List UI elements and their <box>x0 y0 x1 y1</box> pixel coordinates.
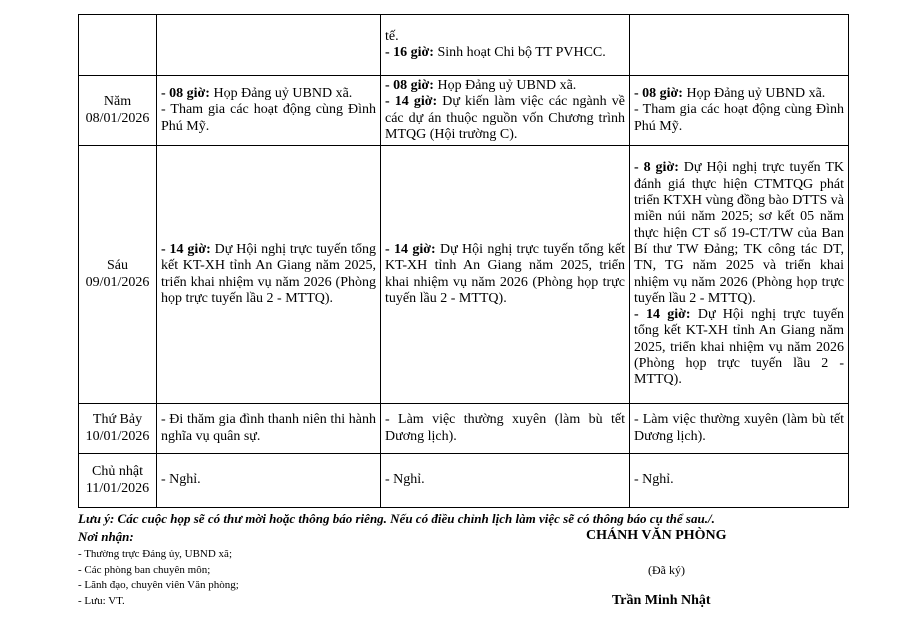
schedule-item <box>634 160 844 307</box>
day-name: Thứ Bảy <box>92 412 143 428</box>
schedule-item <box>385 242 625 307</box>
schedule-item <box>385 45 625 61</box>
schedule-cell <box>157 454 381 508</box>
item-text: Họp Đảng uỷ UBND xã. <box>209 86 353 102</box>
item-time: - 14 giờ: <box>634 307 691 323</box>
schedule-item <box>634 86 844 102</box>
item-text: - Nghỉ. <box>385 472 425 488</box>
schedule-item <box>385 94 625 143</box>
recipient-item: - Thường trực Đảng ủy, UBND xã; <box>78 548 232 560</box>
schedule-cell <box>157 404 381 454</box>
schedule-row <box>79 76 849 146</box>
day-cell <box>79 15 157 76</box>
schedule-cell <box>630 146 849 404</box>
item-text: Sinh hoạt Chi bộ TT PVHCC. <box>433 45 606 60</box>
item-text: Họp Đảng uỷ UBND xã. <box>682 86 826 102</box>
item-text: Dự Hội nghị trực tuyến tổng kết KT-XH tỉnh An Giang năm 2025, triển khai nhiệm vụ năm 2026 (Phòng họp trực tuyến lầu 2 - MTTQ). <box>385 241 625 306</box>
schedule-cell <box>630 404 849 454</box>
recipients-title: Nơi nhận: <box>78 529 134 544</box>
schedule-cell <box>381 454 630 508</box>
schedule-table <box>78 14 849 508</box>
schedule-row <box>79 15 849 76</box>
schedule-item <box>634 307 844 388</box>
recipient-item: - Lãnh đạo, chuyên viên Văn phòng; <box>78 579 239 591</box>
schedule-cell <box>381 76 630 146</box>
item-text: - Nghỉ. <box>161 472 201 488</box>
schedule-item <box>161 86 376 102</box>
day-cell <box>79 454 157 508</box>
item-text: Dự kiến làm việc các ngành về các dự án thuộc nguồn vốn Chương trình MTQG (Hội trường C). <box>385 94 625 142</box>
item-time: - 16 giờ: <box>385 45 434 60</box>
schedule-cell <box>381 146 630 404</box>
day-cell <box>79 76 157 146</box>
schedule-cell <box>381 404 630 454</box>
schedule-item <box>385 29 625 45</box>
day-date: 10/01/2026 <box>85 428 150 444</box>
item-text: - Đi thăm gia đình thanh niên thi hành nghĩa vụ quân sự. <box>161 412 376 444</box>
signer-name: Trần Minh Nhật <box>612 593 711 608</box>
day-name: Năm <box>103 94 132 110</box>
item-text: - Tham gia các hoạt động cùng Đình Phú Mỹ. <box>634 102 844 134</box>
schedule-row <box>79 454 849 508</box>
item-text: - Nghỉ. <box>634 472 674 488</box>
item-time: - 08 giờ: <box>161 86 210 102</box>
schedule-cell <box>630 454 849 508</box>
day-date: 11/01/2026 <box>85 480 150 496</box>
day-date: 08/01/2026 <box>85 110 150 126</box>
item-text: Họp Đảng uỷ UBND xã. <box>433 77 577 93</box>
schedule-row <box>79 404 849 454</box>
item-time: - 14 giờ: <box>385 94 438 110</box>
schedule-cell <box>157 15 381 76</box>
schedule-item <box>161 102 376 135</box>
item-text: Dự Hội nghị trực tuyến tổng kết KT-XH tỉnh An Giang năm 2025, triển khai nhiệm vụ năm 2026 (Phòng họp trực tuyến lầu 2 - MTTQ). <box>161 241 377 306</box>
schedule-item <box>161 412 376 445</box>
item-text: Dự Hội nghị trực tuyến TK đánh giá thực hiện CTMTQG phát triển KTXH vùng đồng bào DTTS và miền núi năm 2025; sơ kết 05 năm thực hiện CT số 19-CT/TW của Ban Bí thư TW Đảng; TK công tác DT, TN, TG năm 2025 và triển khai nhiệm vụ năm 2026 (Phòng họp trực tuyến lầu 2 - MTTQ). <box>634 160 844 306</box>
note-text: Lưu ý: Các cuộc họp sẽ có thư mời hoặc thông báo riêng. Nếu có điều chỉnh lịch làm việc sẽ có thông báo cụ thể sau./. <box>78 511 715 526</box>
schedule-cell <box>157 146 381 404</box>
schedule-item <box>634 412 844 445</box>
schedule-cell <box>381 15 630 76</box>
schedule-cell <box>630 15 849 76</box>
item-text: - Làm việc thường xuyên (làm bù tết Dương lịch). <box>634 412 844 444</box>
schedule-cell <box>157 76 381 146</box>
item-time: - 08 giờ: <box>634 86 683 102</box>
item-time: - 14 giờ: <box>161 241 211 257</box>
schedule-item <box>385 412 625 445</box>
item-text: Dự Hội nghị trực tuyến tổng kết KT-XH tỉnh An Giang năm 2025, triển khai nhiệm vụ năm 2026 (Phòng họp trực tuyến lầu 2 - MTTQ). <box>634 307 845 388</box>
schedule-item <box>161 242 376 307</box>
schedule-item <box>634 472 844 488</box>
schedule-item <box>161 472 376 488</box>
day-cell <box>79 404 157 454</box>
item-text: tế. <box>385 28 399 44</box>
day-name: Chủ nhật <box>92 464 143 480</box>
signed-mark: (Đã ký) <box>648 563 685 577</box>
day-date: 09/01/2026 <box>85 274 150 290</box>
item-time: - 14 giờ: <box>385 241 436 257</box>
item-time: - 08 giờ: <box>385 77 434 93</box>
item-time: - 8 giờ: <box>634 160 679 176</box>
day-cell <box>79 146 157 404</box>
item-text: - Tham gia các hoạt động cùng Đình Phú Mỹ. <box>161 102 376 134</box>
recipient-item: - Các phòng ban chuyên môn; <box>78 563 211 576</box>
recipients-list <box>78 547 239 609</box>
schedule-item <box>385 472 625 488</box>
recipient-item: - Lưu: VT. <box>78 594 125 607</box>
schedule-row <box>79 146 849 404</box>
schedule-item <box>634 102 844 135</box>
schedule-cell <box>630 76 849 146</box>
schedule-body <box>79 15 849 508</box>
schedule-item <box>385 78 625 94</box>
signature-title: CHÁNH VĂN PHÒNG <box>586 528 727 543</box>
item-text: - Làm việc thường xuyên (làm bù tết Dương lịch). <box>385 412 625 444</box>
day-name: Sáu <box>107 258 128 274</box>
